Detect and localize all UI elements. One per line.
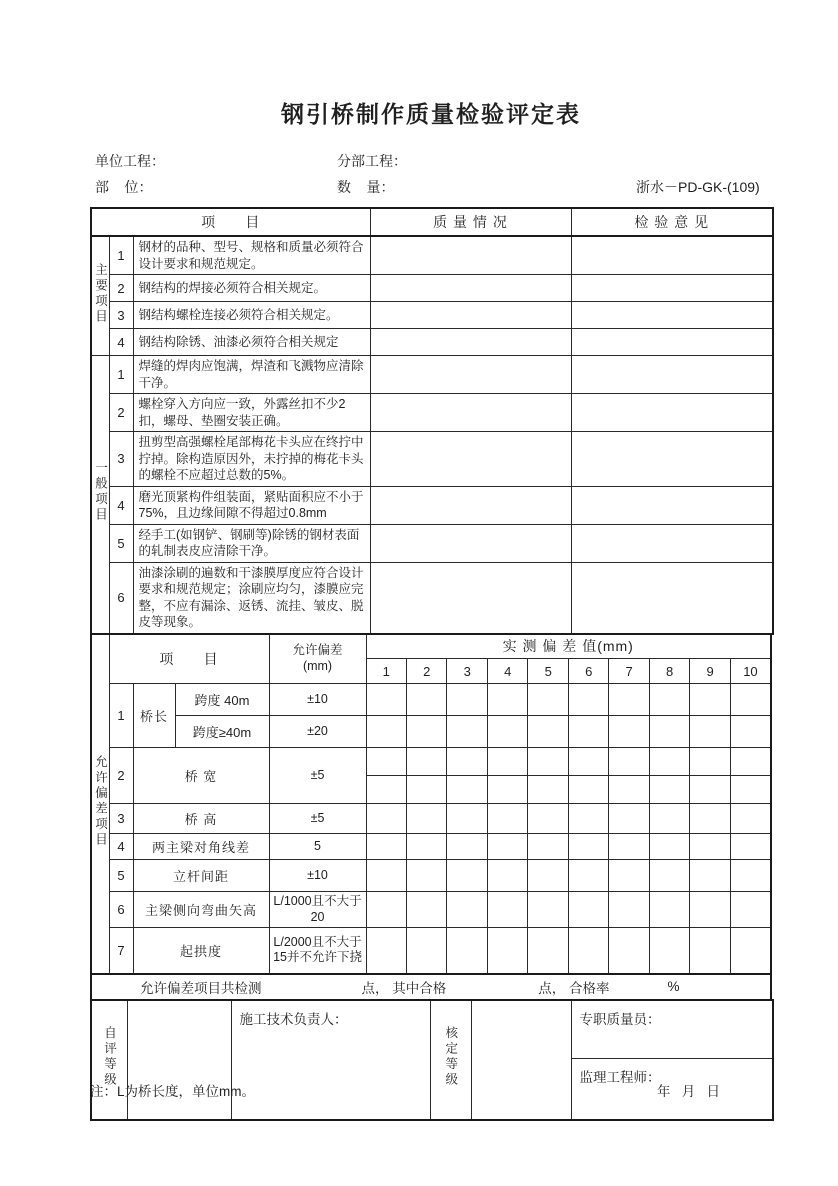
supervisor-signature-cell: 监理工程师： bbox=[571, 1059, 773, 1120]
measured-value-cell bbox=[568, 684, 608, 716]
main-item-table bbox=[90, 207, 774, 635]
measured-value-cell bbox=[447, 716, 487, 748]
measured-value-cell bbox=[366, 748, 406, 776]
measured-value-cell bbox=[528, 684, 568, 716]
item-number: 2 bbox=[109, 748, 133, 804]
measured-value-cell bbox=[487, 834, 527, 860]
self-grade-label: 自评等级 bbox=[91, 1000, 127, 1120]
tolerance-header: 允许偏差 (mm) bbox=[269, 634, 366, 684]
measured-value-cell bbox=[528, 776, 568, 804]
measured-value-cell bbox=[366, 860, 406, 892]
item-text: 焊缝的焊肉应饱满，焊渣和飞溅物应清除干净。 bbox=[133, 356, 370, 394]
footer-line bbox=[90, 1080, 772, 1100]
measure-col-header: 10 bbox=[730, 659, 771, 684]
opinion-column-header: 检 验 意 见 bbox=[571, 208, 773, 236]
item-text: 经手工(如钢铲、钢刷等)除锈的钢材表面的轧制表皮应清除干净。 bbox=[133, 524, 370, 562]
quantity-label: 数 量： bbox=[337, 179, 395, 195]
measure-col-header: 3 bbox=[447, 659, 487, 684]
tolerance-cell: ±10 bbox=[269, 860, 366, 892]
item-number: 7 bbox=[109, 928, 133, 974]
signature-row bbox=[91, 1000, 773, 1059]
deviation-row bbox=[91, 834, 771, 860]
self-grade-value-cell bbox=[127, 1000, 231, 1120]
measured-value-cell bbox=[609, 804, 649, 834]
item-row bbox=[91, 432, 773, 487]
tolerance-cell: ±5 bbox=[269, 748, 366, 804]
item-row bbox=[91, 236, 773, 275]
item-row bbox=[91, 329, 773, 356]
measure-col-header: 1 bbox=[366, 659, 406, 684]
measured-value-cell bbox=[366, 834, 406, 860]
inspection-opinion-cell bbox=[571, 562, 773, 634]
item-row bbox=[91, 562, 773, 634]
deviation-header-row bbox=[91, 634, 771, 659]
measured-value-cell bbox=[690, 892, 730, 928]
inspection-opinion-cell bbox=[571, 356, 773, 394]
measured-value-cell bbox=[690, 928, 730, 974]
measured-value-cell bbox=[407, 716, 447, 748]
measured-value-cell bbox=[407, 860, 447, 892]
deviation-table bbox=[90, 633, 772, 1001]
measured-value-cell bbox=[730, 892, 771, 928]
deviation-row bbox=[91, 684, 771, 716]
measured-value-cell bbox=[366, 684, 406, 716]
measured-value-cell bbox=[487, 748, 527, 776]
item-number: 1 bbox=[109, 684, 133, 748]
item-name: 立杆间距 bbox=[133, 860, 269, 892]
page-title: 钢引桥制作质量检验评定表 bbox=[281, 101, 581, 127]
measured-value-cell bbox=[649, 860, 689, 892]
quality-status-cell bbox=[370, 524, 571, 562]
section-label-general-items: 一般项目 bbox=[91, 356, 109, 634]
measured-value-cell bbox=[568, 716, 608, 748]
tolerance-cell: L/1000且不大于20 bbox=[269, 892, 366, 928]
quality-status-cell bbox=[370, 432, 571, 487]
measured-value-cell bbox=[487, 892, 527, 928]
measured-value-cell bbox=[649, 716, 689, 748]
measured-value-cell bbox=[447, 860, 487, 892]
item-name: 两主梁对角线差 bbox=[133, 834, 269, 860]
measured-value-cell bbox=[568, 860, 608, 892]
quality-status-cell bbox=[370, 562, 571, 634]
measured-value-cell bbox=[528, 892, 568, 928]
stats-cell bbox=[91, 974, 771, 1000]
measured-value-cell bbox=[528, 804, 568, 834]
unit-project-label: 单位工程： bbox=[95, 153, 165, 169]
measured-value-cell bbox=[730, 928, 771, 974]
measured-value-cell bbox=[649, 804, 689, 834]
measured-value-cell bbox=[407, 892, 447, 928]
deviation-row bbox=[91, 892, 771, 928]
quality-status-cell bbox=[370, 356, 571, 394]
item-name: 桥 宽 bbox=[133, 748, 269, 804]
tolerance-cell: ±5 bbox=[269, 804, 366, 834]
quality-status-cell bbox=[370, 236, 571, 275]
measured-value-cell bbox=[447, 684, 487, 716]
deviation-row bbox=[91, 860, 771, 892]
measured-value-cell bbox=[730, 684, 771, 716]
item-text: 磨光顶紧构件组装面，紧贴面积应不小于75%，且边缘间隙不得超过0.8mm bbox=[133, 486, 370, 524]
measured-value-cell bbox=[407, 928, 447, 974]
item-name: 主梁侧向弯曲矢高 bbox=[133, 892, 269, 928]
main-table-header-row bbox=[91, 208, 773, 236]
deviation-row bbox=[91, 716, 771, 748]
item-number: 3 bbox=[109, 804, 133, 834]
inspection-opinion-cell bbox=[571, 302, 773, 329]
tolerance-cell: 5 bbox=[269, 834, 366, 860]
measured-value-cell bbox=[609, 928, 649, 974]
item-number: 2 bbox=[109, 275, 133, 302]
measured-value-cell bbox=[447, 892, 487, 928]
item-row bbox=[91, 302, 773, 329]
measured-value-cell bbox=[407, 748, 447, 776]
item-number: 6 bbox=[109, 892, 133, 928]
item-number: 5 bbox=[109, 860, 133, 892]
measured-value-cell bbox=[690, 748, 730, 776]
measured-value-cell bbox=[609, 892, 649, 928]
measured-value-cell bbox=[649, 776, 689, 804]
measured-value-cell bbox=[649, 748, 689, 776]
item-text: 扭剪型高强螺栓尾部梅花卡头应在终拧中拧掉。除构造原因外，未拧掉的梅花卡头的螺栓不应超过总数的5%。 bbox=[133, 432, 370, 487]
measured-value-cell bbox=[407, 834, 447, 860]
measure-col-header: 2 bbox=[407, 659, 447, 684]
quality-status-cell bbox=[370, 275, 571, 302]
stats-percent-sign: % bbox=[667, 979, 680, 994]
measured-value-cell bbox=[447, 776, 487, 804]
division-project-label: 分部工程： bbox=[337, 153, 407, 169]
item-number: 1 bbox=[109, 356, 133, 394]
measured-value-cell bbox=[447, 834, 487, 860]
tolerance-cell: ±10 bbox=[269, 684, 366, 716]
measured-value-cell bbox=[528, 860, 568, 892]
item-name: 桥 高 bbox=[133, 804, 269, 834]
inspection-opinion-cell bbox=[571, 524, 773, 562]
tolerance-cell: L/2000且不大于15并不允许下挠 bbox=[269, 928, 366, 974]
item-text: 钢材的品种、型号、规格和质量必须符合设计要求和规范规定。 bbox=[133, 236, 370, 275]
measured-value-cell bbox=[609, 684, 649, 716]
measured-value-cell bbox=[528, 716, 568, 748]
measured-value-cell bbox=[528, 834, 568, 860]
measured-value-cell bbox=[366, 928, 406, 974]
measured-value-cell bbox=[690, 834, 730, 860]
measured-value-cell bbox=[487, 928, 527, 974]
item-text: 钢结构除锈、油漆必须符合相关规定 bbox=[133, 329, 370, 356]
tech-leader-signature-cell: 施工技术负责人： bbox=[231, 1000, 430, 1120]
measured-value-cell bbox=[730, 860, 771, 892]
measured-value-cell bbox=[407, 684, 447, 716]
measure-col-header: 9 bbox=[690, 659, 730, 684]
footnote: 注：L为桥长度，单位mm。 bbox=[90, 1084, 255, 1099]
inspection-opinion-cell bbox=[571, 432, 773, 487]
measured-value-cell bbox=[609, 716, 649, 748]
form-tables bbox=[90, 207, 772, 1121]
item-row bbox=[91, 524, 773, 562]
item-row bbox=[91, 275, 773, 302]
measured-value-cell bbox=[609, 748, 649, 776]
stats-rate-label: 点， 合格率 bbox=[538, 980, 610, 996]
measured-value-cell bbox=[366, 776, 406, 804]
measure-col-header: 6 bbox=[568, 659, 608, 684]
measured-value-cell bbox=[730, 716, 771, 748]
measured-value-cell bbox=[366, 716, 406, 748]
item-number: 2 bbox=[109, 394, 133, 432]
item-number: 5 bbox=[109, 524, 133, 562]
deviation-item-header: 项 目 bbox=[109, 634, 269, 684]
measured-value-cell bbox=[447, 804, 487, 834]
measured-value-cell bbox=[690, 776, 730, 804]
measured-value-cell bbox=[487, 684, 527, 716]
stats-passed-label: 点， 其中合格 bbox=[361, 980, 447, 996]
quality-status-cell bbox=[370, 329, 571, 356]
item-text: 油漆涂刷的遍数和干漆膜厚度应符合设计要求和规范规定；涂刷应均匀，漆膜应完整，不应有漏涂、返锈、流挂、皱皮、脱皮等现象。 bbox=[133, 562, 370, 634]
deviation-row bbox=[91, 804, 771, 834]
measured-value-cell bbox=[407, 804, 447, 834]
measured-value-cell bbox=[447, 748, 487, 776]
quality-status-cell bbox=[370, 486, 571, 524]
item-number: 4 bbox=[109, 834, 133, 860]
measured-value-cell bbox=[528, 928, 568, 974]
measured-value-cell bbox=[690, 684, 730, 716]
item-number: 6 bbox=[109, 562, 133, 634]
quality-column-header: 质 量 情 况 bbox=[370, 208, 571, 236]
measured-value-cell bbox=[730, 804, 771, 834]
measured-value-cell bbox=[487, 860, 527, 892]
measured-value-cell bbox=[609, 834, 649, 860]
quality-status-cell bbox=[370, 394, 571, 432]
item-number: 1 bbox=[109, 236, 133, 275]
inspection-opinion-cell bbox=[571, 275, 773, 302]
doc-number: 浙水－PD-GK-(109) bbox=[636, 179, 760, 195]
verify-grade-value-cell bbox=[471, 1000, 571, 1120]
quality-status-cell bbox=[370, 302, 571, 329]
inspection-opinion-cell bbox=[571, 236, 773, 275]
measure-col-header: 7 bbox=[609, 659, 649, 684]
item-text: 螺栓穿入方向应一致，外露丝扣不少2扣，螺母、垫圈安装正确。 bbox=[133, 394, 370, 432]
item-column-header: 项 目 bbox=[91, 208, 370, 236]
measured-value-cell bbox=[649, 928, 689, 974]
measured-value-cell bbox=[447, 928, 487, 974]
signature-table bbox=[90, 999, 774, 1121]
measured-value-cell bbox=[690, 860, 730, 892]
measured-value-cell bbox=[649, 684, 689, 716]
measure-col-header: 5 bbox=[528, 659, 568, 684]
measured-value-cell bbox=[730, 834, 771, 860]
measured-value-cell bbox=[649, 892, 689, 928]
measured-value-cell bbox=[487, 716, 527, 748]
measured-value-cell bbox=[568, 776, 608, 804]
deviation-stats-row bbox=[91, 974, 771, 1000]
item-row bbox=[91, 356, 773, 394]
item-row bbox=[91, 486, 773, 524]
measured-value-cell bbox=[730, 776, 771, 804]
item-number: 4 bbox=[109, 486, 133, 524]
item-name: 起拱度 bbox=[133, 928, 269, 974]
measured-value-cell bbox=[730, 748, 771, 776]
sub-item: 跨度 40m bbox=[175, 684, 269, 716]
quality-officer-signature-cell: 专职质量员： bbox=[571, 1000, 773, 1059]
deviation-row bbox=[91, 928, 771, 974]
measured-values-header: 实 测 偏 差 值(mm) bbox=[366, 634, 771, 659]
measured-value-cell bbox=[568, 834, 608, 860]
item-text: 钢结构的焊接必须符合相关规定。 bbox=[133, 275, 370, 302]
measured-value-cell bbox=[568, 804, 608, 834]
item-text: 钢结构螺栓连接必须符合相关规定。 bbox=[133, 302, 370, 329]
item-number: 3 bbox=[109, 432, 133, 487]
measured-value-cell bbox=[609, 776, 649, 804]
tolerance-cell: ±20 bbox=[269, 716, 366, 748]
measured-value-cell bbox=[366, 804, 406, 834]
measured-value-cell bbox=[366, 892, 406, 928]
measured-value-cell bbox=[528, 748, 568, 776]
measure-col-header: 4 bbox=[487, 659, 527, 684]
measured-value-cell bbox=[487, 804, 527, 834]
measured-value-cell bbox=[649, 834, 689, 860]
section-label-deviation-items: 允许偏差项目 bbox=[91, 634, 109, 974]
measured-value-cell bbox=[690, 716, 730, 748]
stats-total-label: 允许偏差项目共检测 bbox=[140, 980, 262, 996]
verify-grade-label: 核定等级 bbox=[430, 1000, 471, 1120]
inspection-opinion-cell bbox=[571, 329, 773, 356]
item-number: 3 bbox=[109, 302, 133, 329]
date-placeholder: 年 月 日 bbox=[656, 1084, 720, 1099]
measured-value-cell bbox=[609, 860, 649, 892]
measured-value-cell bbox=[568, 928, 608, 974]
sub-item: 跨度≥40m bbox=[175, 716, 269, 748]
measured-value-cell bbox=[568, 748, 608, 776]
item-row bbox=[91, 394, 773, 432]
measure-col-header: 8 bbox=[649, 659, 689, 684]
section-label-main-items: 主要项目 bbox=[91, 236, 109, 356]
inspection-opinion-cell bbox=[571, 486, 773, 524]
measured-value-cell bbox=[690, 804, 730, 834]
measured-value-cell bbox=[407, 776, 447, 804]
part-label: 部 位： bbox=[95, 179, 153, 195]
measured-value-cell bbox=[487, 776, 527, 804]
deviation-row bbox=[91, 748, 771, 776]
inspection-opinion-cell bbox=[571, 394, 773, 432]
item-name: 桥长 bbox=[133, 684, 175, 748]
measured-value-cell bbox=[568, 892, 608, 928]
item-number: 4 bbox=[109, 329, 133, 356]
